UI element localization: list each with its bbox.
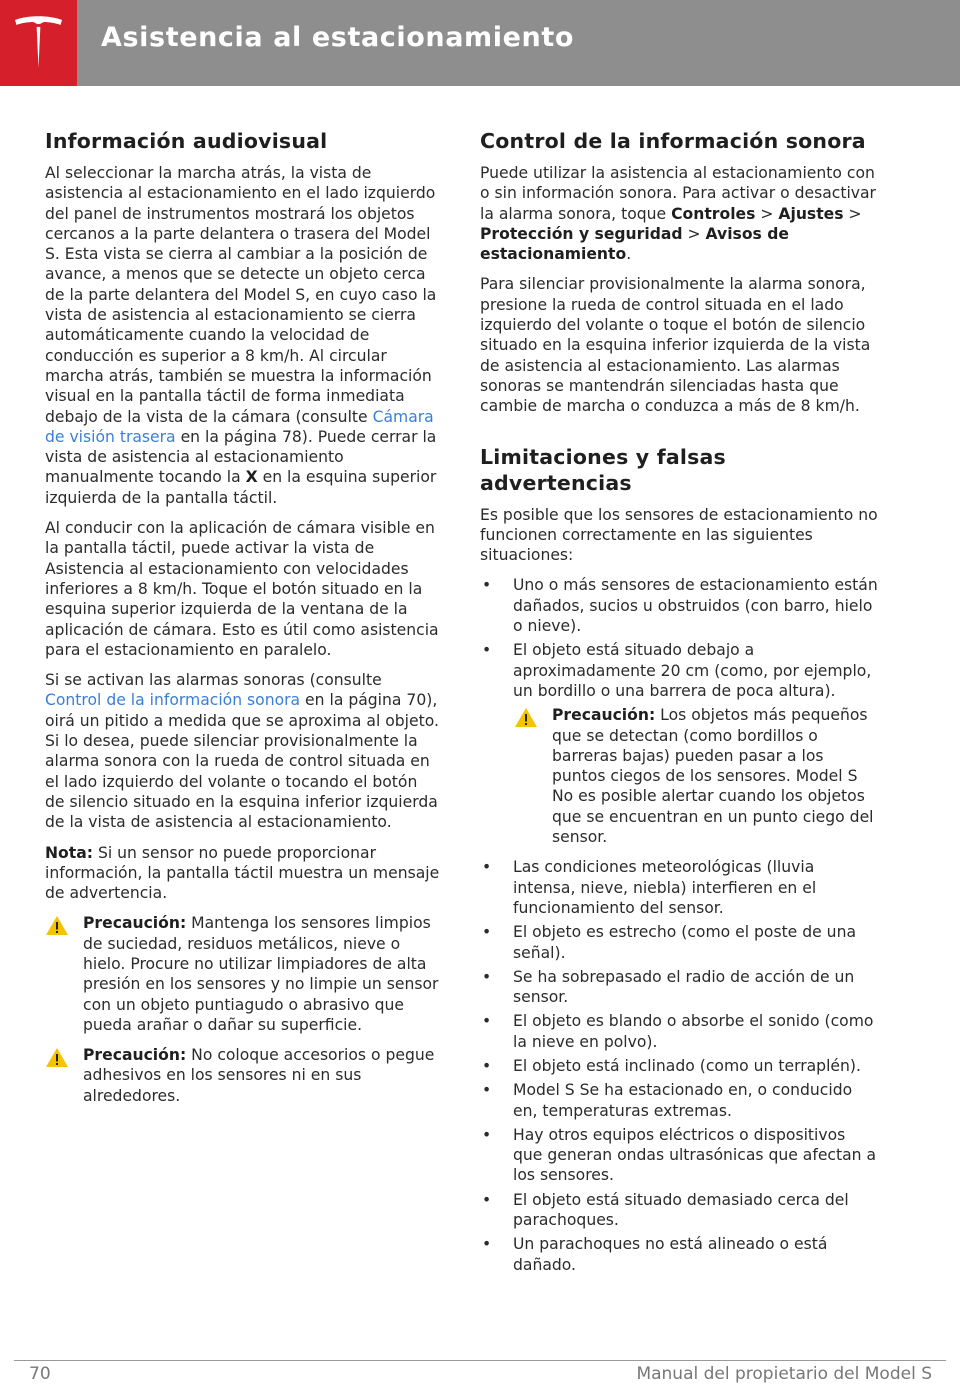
separator: > <box>843 204 862 223</box>
list-item-text: Se ha sobrepasado el radio de acción de un sensor. <box>513 967 855 1007</box>
manual-title: Manual del propietario del Model S <box>636 1364 932 1384</box>
link-rear-camera[interactable]: Cámara de visión trasera <box>45 407 434 446</box>
left-column <box>45 128 440 1116</box>
list-item-text: El objeto es blando o absorbe el sonido (como la nieve en polvo). <box>513 1012 874 1051</box>
menu-path-parking-alerts: Avisos de estacionamiento <box>480 224 789 264</box>
section-heading-audio-control: Control de la información sonora <box>480 129 866 153</box>
list-item <box>480 1125 878 1186</box>
list-item-text: Hay otros equipos eléctricos o dispositivos que generan ondas ultrasónicas que afectan a los sensores. <box>513 1125 877 1185</box>
paragraph-audio-alarms <box>45 670 440 832</box>
list-item <box>480 1190 878 1231</box>
list-item-text: El objeto está situado debajo a aproximadamente 20 cm (como, por ejemplo, un bordillo o una barrera de poca altura). <box>513 641 872 700</box>
list-item-text: Un parachoques no está alineado o está dañado. <box>513 1235 828 1274</box>
tesla-logo-icon <box>13 16 64 69</box>
caution-label: Precaución: <box>552 706 656 725</box>
text: Puede utilizar la asistencia al estacionamiento con o sin información sonora. Para activar o desactivar la alarma sonora, toque <box>480 164 876 223</box>
caution-text: Mantenga los sensores limpios de suciedad, residuos metálicos, nieve o hielo. Procure no utilizar limpiadores de alta presión en los sensores y no limpie un sensor con un objeto puntiagudo o abrasivo que pueda arañar o dañar su superficie. <box>83 914 439 1034</box>
list-item <box>480 1056 878 1076</box>
list-item-text: El objeto es estrecho (como el poste de una señal). <box>513 923 857 962</box>
list-item-text: El objeto está situado demasiado cerca del parachoques. <box>513 1190 849 1230</box>
link-audio-control[interactable]: Control de la información sonora <box>45 691 301 710</box>
section-heading-audiovisual: Información audiovisual <box>45 129 328 153</box>
caution-block <box>514 705 878 847</box>
text: en la página 78). Puede cerrar la vista de asistencia al estacionamiento manualmente tocando la <box>45 427 437 487</box>
paragraph-camera-app: Al conducir con la aplicación de cámara visible en la pantalla táctil, puede activar la vista de Asistencia al estacionamiento con velocidades inferiores a 8 km/h. Toque el botón situado en la esquina superior izquierda de la ventana de la aplicación de cámara. Esto es útil como asistencia para el estacionamiento en paralelo. <box>45 519 439 659</box>
separator: > <box>682 224 706 243</box>
right-column <box>480 128 878 1279</box>
page-title: Asistencia al estacionamiento <box>101 22 575 53</box>
menu-path-settings: Ajustes <box>778 204 844 223</box>
bullet: • <box>482 967 492 986</box>
note-label: Nota: <box>45 843 93 862</box>
paragraph-reverse-gear <box>45 163 440 508</box>
menu-path-safety: Protección y seguridad <box>480 224 683 243</box>
list-item <box>480 967 878 1008</box>
text: . <box>626 245 632 264</box>
note-paragraph <box>45 843 440 904</box>
bullet: • <box>482 923 492 942</box>
text: Al seleccionar la marcha atrás, la vista de asistencia al estacionamiento en el lado izquierdo del panel de instrumentos mostrará los objetos cercanos a la parte delantera o trasera del Model S. Esta vista se cierra al cambiar a la posición de avance, a menos que se detecte un objeto cerca de la parte delantera del Model S, en cuyo caso la vista de asistencia al estacionamiento se cierra automáticamente cuando la velocidad de conducción es superior a 8 km/h. Al circular marcha atrás, también se muestra la información visual en la pantalla táctil de forma inmediata debajo de la vista de la cámara (consulte <box>45 164 437 426</box>
list-item <box>480 575 878 636</box>
limitations-list <box>480 857 878 1275</box>
paragraph-mute-alarm: Para silenciar provisionalmente la alarma sonora, presione la rueda de control situada en el lado izquierdo del volante o toque el botón de silencio situado en la esquina inferior izquierda de la vista de asistencia al estacionamiento. Las alarmas sonoras se mantendrán silenciadas hasta que cambie de marcha o conduzca a más de 8 km/h. <box>480 275 871 416</box>
note-text: Si un sensor no puede proporcionar información, la pantalla táctil muestra un mensaje de advertencia. <box>45 843 440 903</box>
bullet: • <box>482 641 492 660</box>
list-item-text: Model S Se ha estacionado en, o conducido en, temperaturas extremas. <box>513 1081 853 1120</box>
bullet: • <box>482 1056 492 1075</box>
text: Si se activan las alarmas sonoras (consulte <box>45 671 382 690</box>
bullet: • <box>482 1125 492 1144</box>
caution-text: Los objetos más pequeños que se detectan (como bordillos o barreras bajas) pueden pasar a los puntos ciegos de los sensores. Model S No es posible alertar cuando los objetos que se encuentran en un punto ciego del sensor. <box>552 706 874 847</box>
separator: > <box>755 204 779 223</box>
bullet: • <box>482 576 492 595</box>
menu-path-controls: Controles <box>671 204 756 223</box>
text: en la esquina superior izquierda de la pantalla táctil. <box>45 468 437 507</box>
list-item-text: El objeto está inclinado (como un terraplén). <box>513 1056 861 1075</box>
list-item-text: Las condiciones meteorológicas (lluvia intensa, nieve, niebla) interfieren en el funcionamiento del sensor. <box>513 858 817 917</box>
warning-triangle-icon <box>45 1047 69 1068</box>
footer-divider <box>14 1360 946 1361</box>
paragraph-audio-toggle <box>480 163 878 264</box>
list-item <box>480 1234 878 1275</box>
list-item-text: Uno o más sensores de estacionamiento están dañados, sucios u obstruidos (con barro, hielo o nieve). <box>513 576 878 636</box>
page-header <box>0 0 960 86</box>
logo-box <box>0 0 77 86</box>
bullet: • <box>482 858 492 877</box>
caution-block <box>45 1045 440 1106</box>
bold-x: X <box>245 468 258 487</box>
section-heading-limitations: Limitaciones y falsas advertencias <box>480 444 726 495</box>
warning-triangle-icon <box>514 707 538 728</box>
bullet: • <box>482 1081 492 1100</box>
warning-triangle-icon <box>45 915 69 936</box>
limitations-list <box>480 575 878 701</box>
list-item <box>480 640 878 701</box>
list-item <box>480 1080 878 1121</box>
paragraph-limitations-intro: Es posible que los sensores de estacionamiento no funcionen correctamente en las siguientes situaciones: <box>480 505 878 565</box>
bullet: • <box>482 1190 492 1209</box>
bullet: • <box>482 1235 492 1254</box>
caution-label: Precaución: <box>83 1046 187 1065</box>
caution-label: Precaución: <box>83 914 187 933</box>
text: en la página 70), oirá un pitido a medida que se aproxima al objeto. Si lo desea, puede silenciar provisionalmente la alarma sonora con la rueda de control situada en el lado izquierdo del volante o tocando el botón de silencio situado en la esquina inferior izquierda de la vista de asistencia al estacionamiento. <box>45 691 439 832</box>
caution-block <box>45 913 440 1035</box>
caution-text: No coloque accesorios o pegue adhesivos en los sensores ni en sus alrededores. <box>83 1046 435 1105</box>
bullet: • <box>482 1012 492 1031</box>
list-item <box>480 922 878 963</box>
list-item <box>480 857 878 918</box>
list-item <box>480 1011 878 1052</box>
page-number: 70 <box>29 1364 51 1384</box>
